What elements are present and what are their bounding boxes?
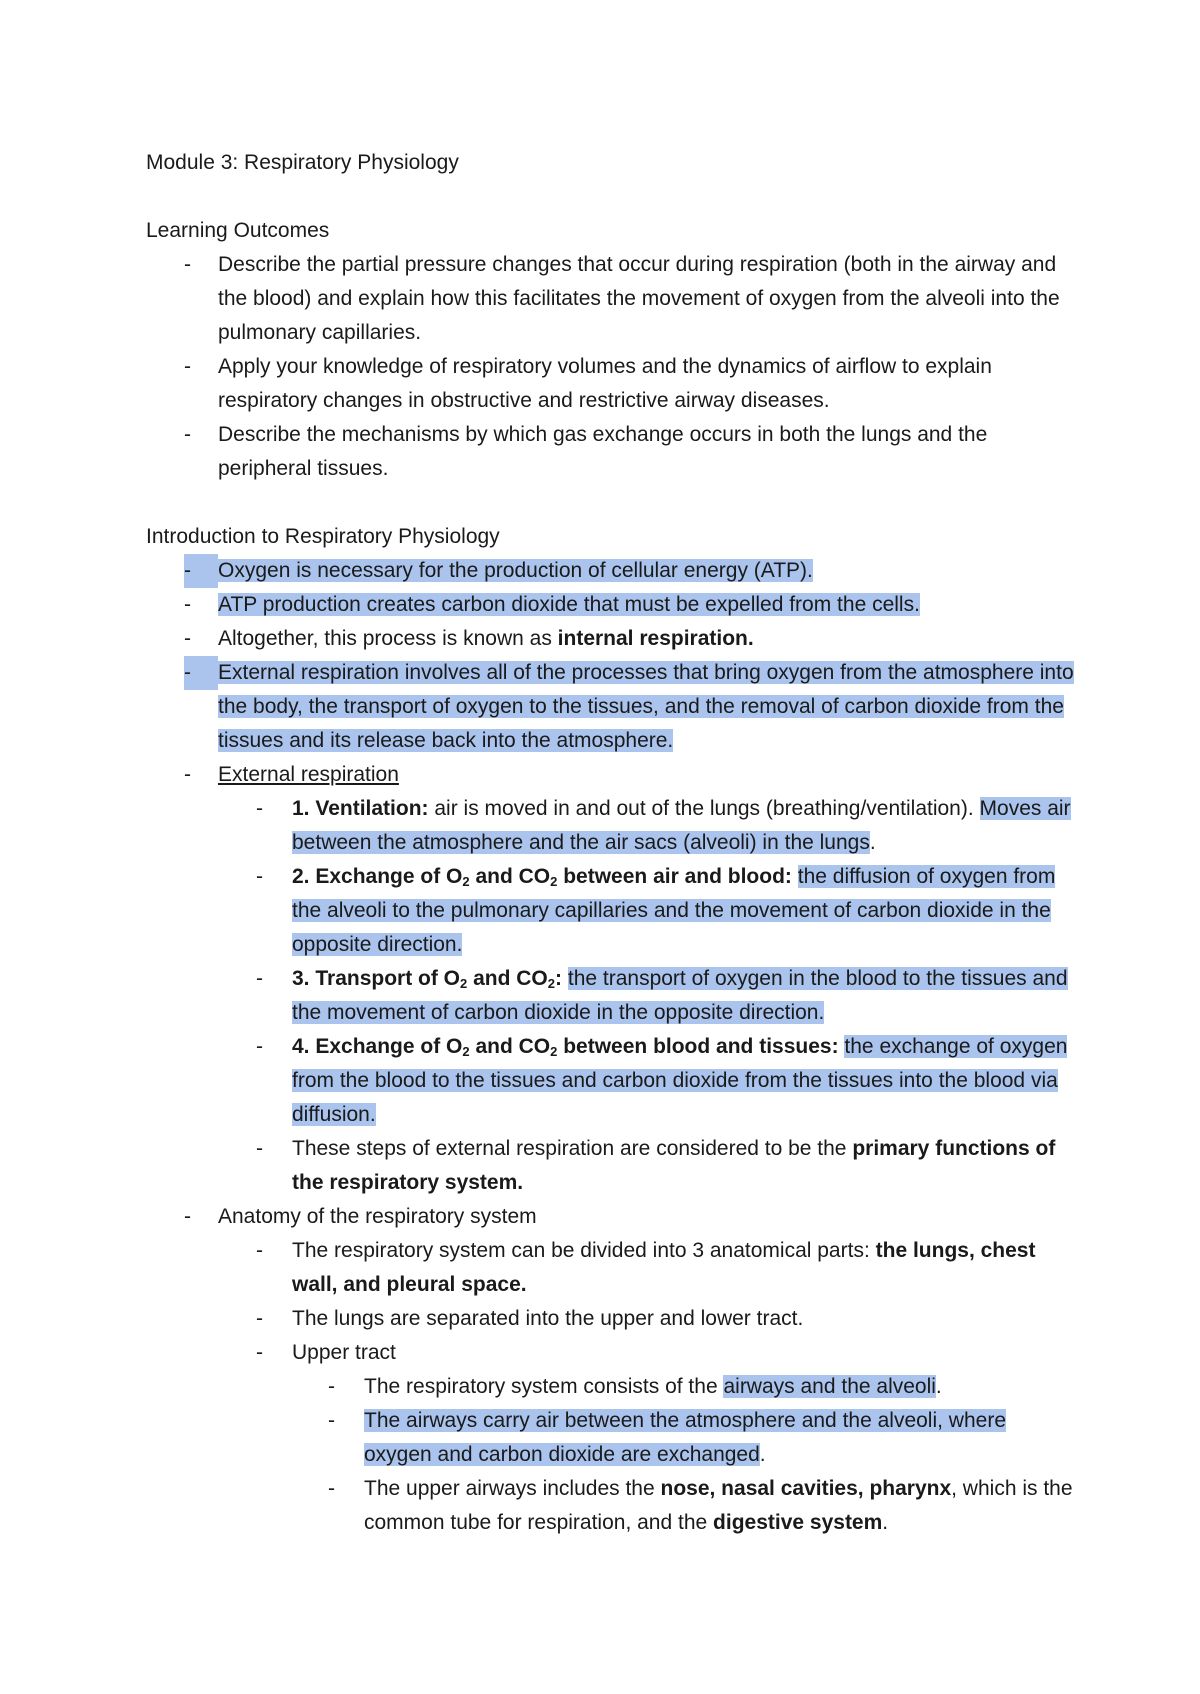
bullet-dash: - xyxy=(256,1307,263,1330)
external-respiration-heading: External respiration xyxy=(218,763,399,786)
bullet-dash: - xyxy=(184,1205,191,1228)
upper-point-3: The upper airways includes the nose, nasal cavities, pharynx, which is the common tube for respiration, and the digestive system. xyxy=(364,1477,1073,1534)
bullet-dash: - xyxy=(328,1409,335,1432)
bullet-dash: - xyxy=(184,656,218,690)
bullet-dash: - xyxy=(184,627,191,650)
list-item xyxy=(146,588,1076,622)
list-item xyxy=(146,1370,1076,1404)
bullet-dash: - xyxy=(256,865,263,888)
list-item xyxy=(146,418,1076,486)
anatomy-point-2: The lungs are separated into the upper and lower tract. xyxy=(292,1307,804,1330)
step-transport: 3. Transport of $O_2$ and $CO_2$: the transport of oxygen in the blood to the tissues and the movement of carbon dioxide in the opposite direction. xyxy=(292,967,1068,1024)
bullet-dash: - xyxy=(184,253,191,276)
step-exchange-blood-tissues: 4. Exchange of $O_2$ and $CO_2$ between blood and tissues: the exchange of oxygen from the blood to the tissues and carbon dioxide from the tissues into the blood via diffusion. xyxy=(292,1035,1068,1126)
intro-heading: Introduction to Respiratory Physiology xyxy=(146,525,500,548)
list-item xyxy=(146,622,1076,656)
list-item xyxy=(146,1302,1076,1336)
list-item xyxy=(146,1336,1076,1370)
learning-outcome-3: Describe the mechanisms by which gas exchange occurs in both the lungs and the peripheral tissues. xyxy=(218,423,988,480)
learning-outcomes-heading: Learning Outcomes xyxy=(146,219,330,242)
list-item xyxy=(146,1472,1076,1540)
bullet-dash: - xyxy=(184,423,191,446)
bullet-dash: - xyxy=(256,1137,263,1160)
bullet-dash: - xyxy=(184,355,191,378)
list-item xyxy=(146,962,1076,1030)
intro-point-1: Oxygen is necessary for the production of cellular energy (ATP). xyxy=(218,559,813,582)
list-item xyxy=(146,248,1076,350)
bullet-dash: - xyxy=(256,797,263,820)
document-title: Module 3: Respiratory Physiology xyxy=(146,151,459,174)
list-item xyxy=(146,1132,1076,1200)
learning-outcome-1: Describe the partial pressure changes that occur during respiration (both in the airway and the blood) and explain how this facilitates the movement of oxygen from the alveoli into the pulmonary capillaries. xyxy=(218,253,1060,344)
upper-tract-heading: Upper tract xyxy=(292,1341,396,1364)
list-item xyxy=(146,656,1076,758)
intro-point-3: Altogether, this process is known as internal respiration. xyxy=(218,627,754,650)
bullet-dash: - xyxy=(256,1341,263,1364)
list-item xyxy=(146,1404,1076,1472)
document-body xyxy=(146,146,1076,1540)
spacer xyxy=(146,486,1076,520)
upper-point-2: The airways carry air between the atmosphere and the alveoli, where oxygen and carbon dioxide are exchanged. xyxy=(364,1409,1006,1466)
spacer xyxy=(146,180,1076,214)
list-item xyxy=(146,1030,1076,1132)
steps-note: These steps of external respiration are considered to be the primary functions of the respiratory system. xyxy=(292,1137,1056,1194)
step-ventilation: 1. Ventilation: air is moved in and out of the lungs (breathing/ventilation). Moves air between the atmosphere and the air sacs (alveoli) in the lungs. xyxy=(292,797,1071,854)
list-item xyxy=(146,350,1076,418)
list-item xyxy=(146,554,1076,588)
list-item xyxy=(146,1200,1076,1234)
bullet-dash: - xyxy=(184,763,191,786)
bullet-dash: - xyxy=(256,1239,263,1262)
list-item xyxy=(146,792,1076,860)
bullet-dash: - xyxy=(328,1375,335,1398)
learning-outcome-2: Apply your knowledge of respiratory volumes and the dynamics of airflow to explain respiratory changes in obstructive and restrictive airway diseases. xyxy=(218,355,992,412)
intro-point-4: External respiration involves all of the processes that bring oxygen from the atmosphere into the body, the transport of oxygen to the tissues, and the removal of carbon dioxide from the tissues and its release back into the atmosphere. xyxy=(218,661,1074,752)
bullet-dash: - xyxy=(256,967,263,990)
list-item xyxy=(146,758,1076,792)
bullet-dash: - xyxy=(328,1477,335,1500)
intro-point-2: ATP production creates carbon dioxide that must be expelled from the cells. xyxy=(218,593,920,616)
step-exchange-air-blood: 2. Exchange of $O_2$ and $CO_2$ between air and blood: the diffusion of oxygen from the alveoli to the pulmonary capillaries and the movement of carbon dioxide in the opposite direction. xyxy=(292,865,1056,956)
bullet-dash: - xyxy=(184,554,218,588)
list-item xyxy=(146,860,1076,962)
bullet-dash: - xyxy=(184,593,191,616)
bullet-dash: - xyxy=(256,1035,263,1058)
upper-point-1: The respiratory system consists of the airways and the alveoli. xyxy=(364,1375,942,1398)
anatomy-heading: Anatomy of the respiratory system xyxy=(218,1205,537,1228)
list-item xyxy=(146,1234,1076,1302)
anatomy-point-1: The respiratory system can be divided into 3 anatomical parts: the lungs, chest wall, and pleural space. xyxy=(292,1239,1036,1296)
